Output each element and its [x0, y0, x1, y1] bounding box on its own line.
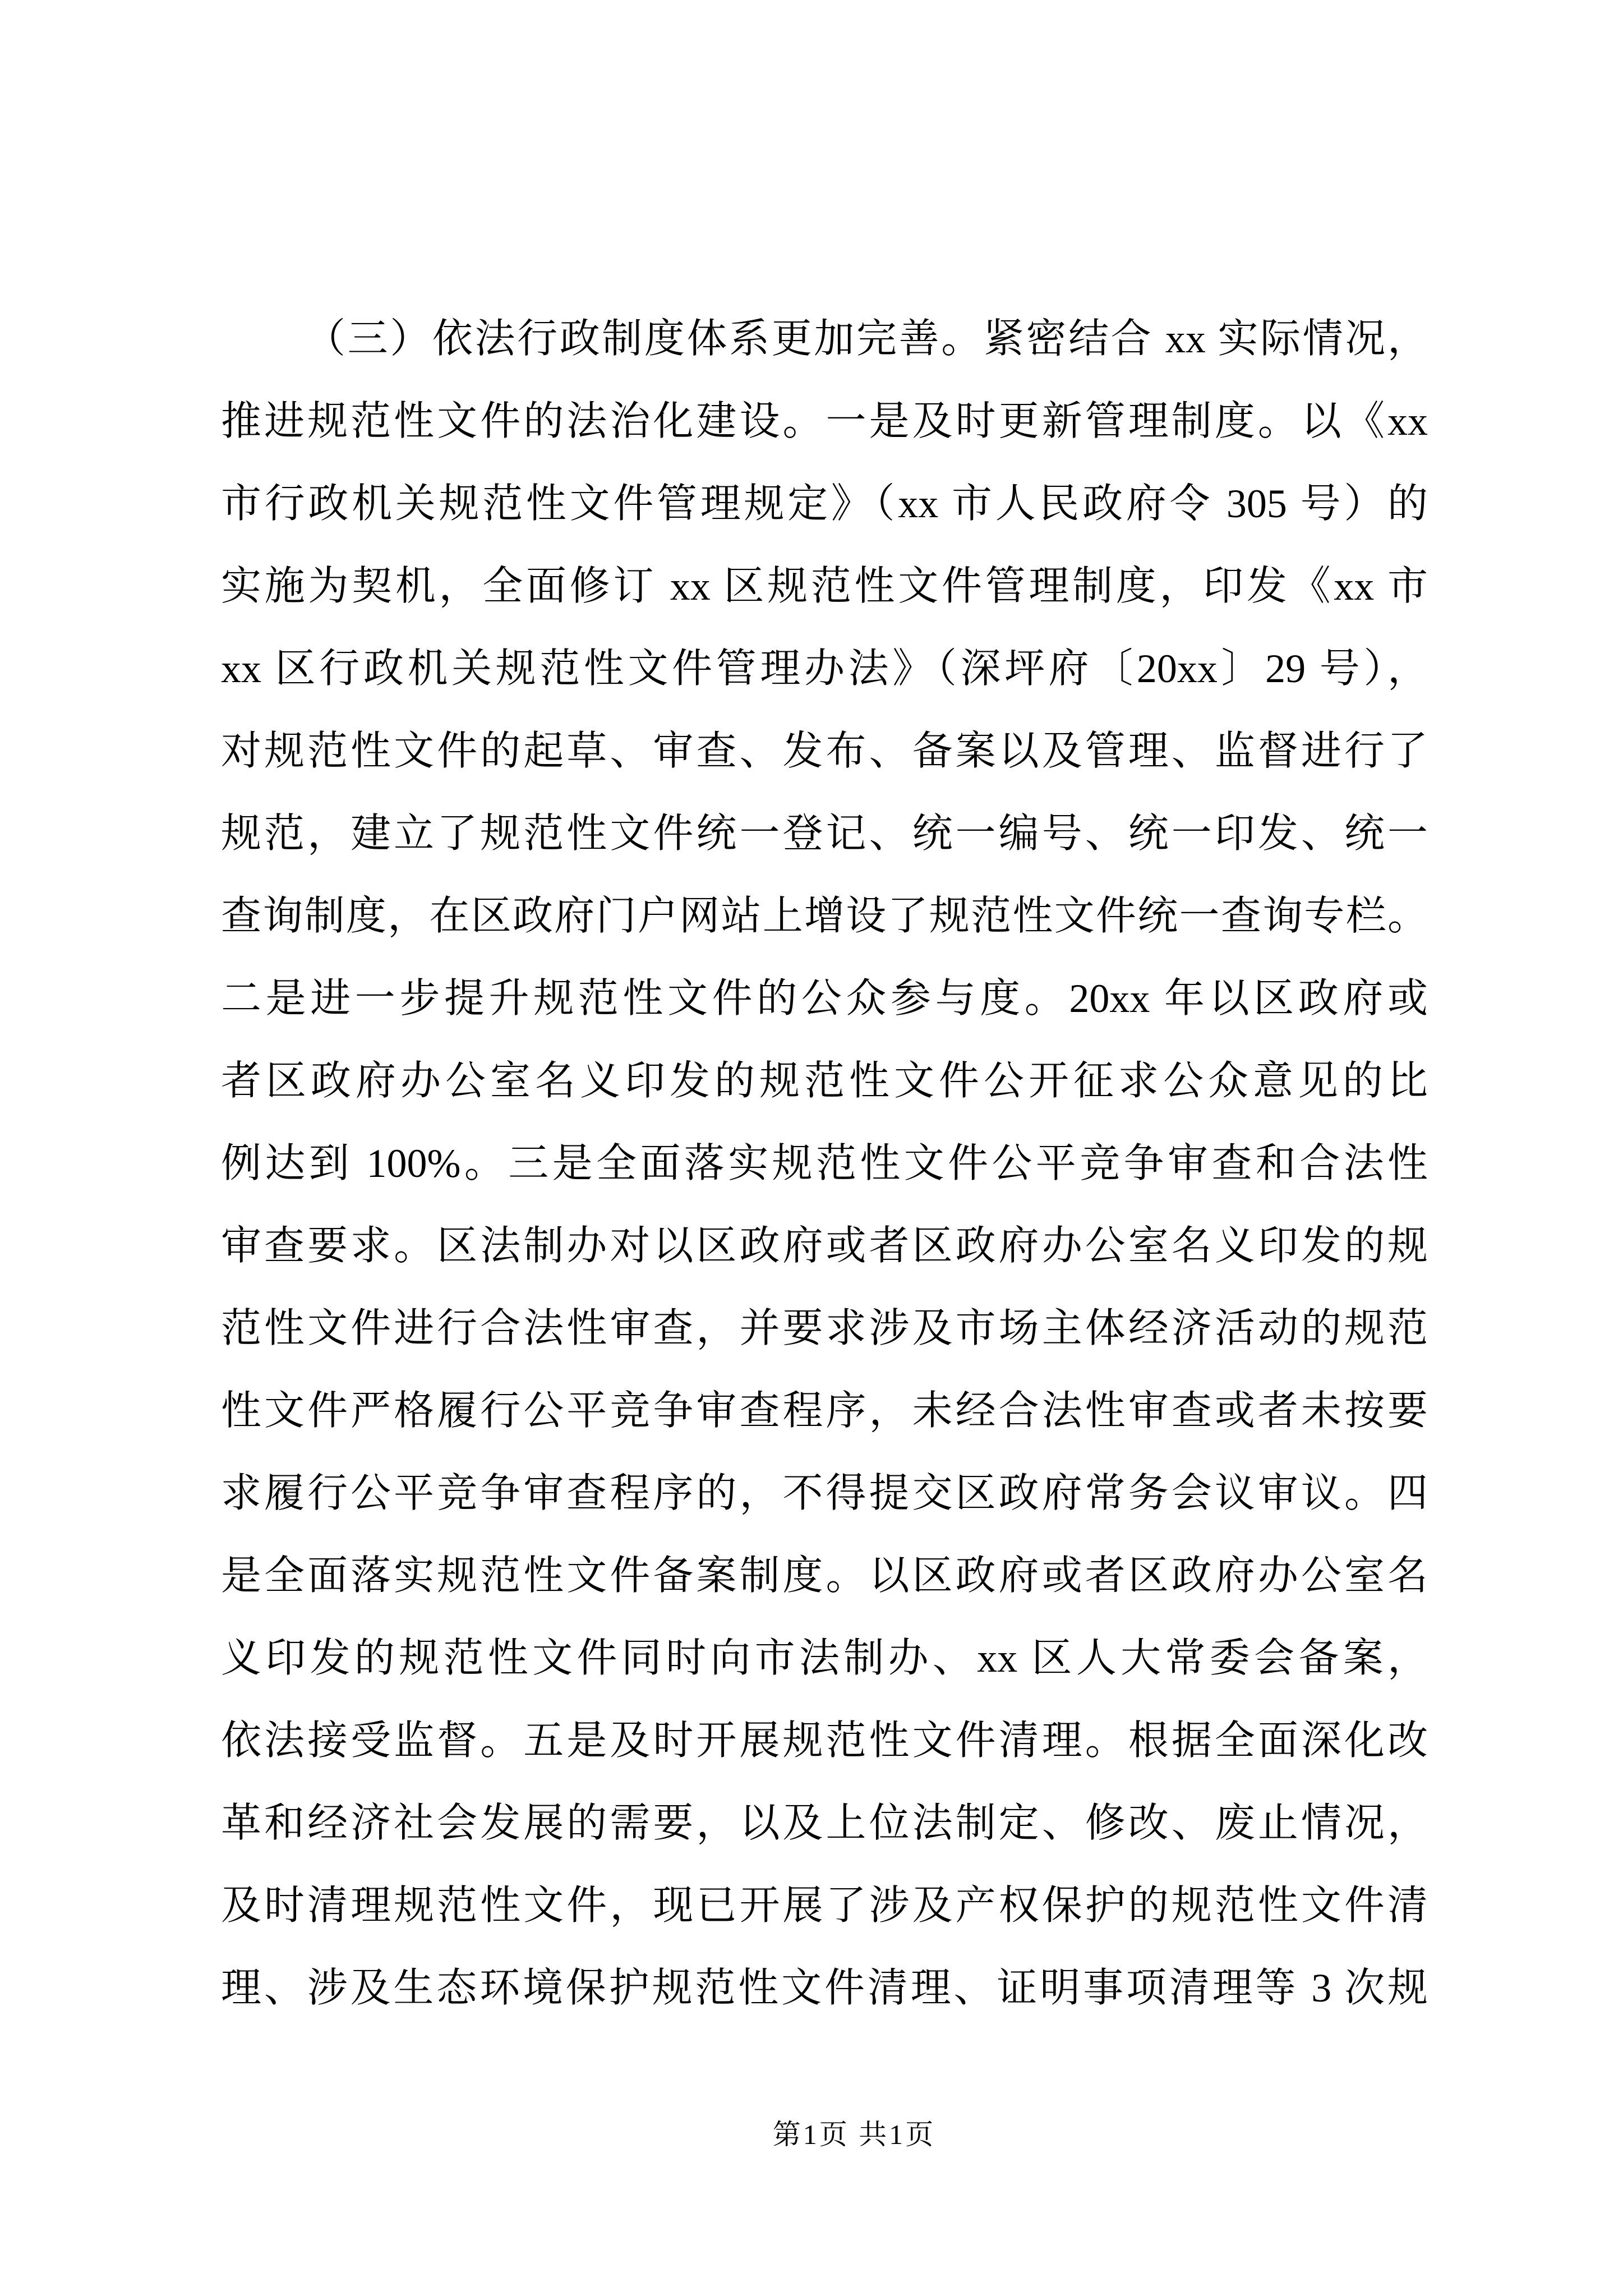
page-footer: [0, 2115, 1623, 2154]
document-paragraph: [221, 298, 1428, 2030]
paragraph-line: 二是进一步提升规范性文件的公众参与度。20xx 年以区政府或: [221, 976, 1428, 1021]
paragraph-line: 规范，建立了规范性文件统一登记、统一编号、统一印发、统一: [221, 811, 1428, 856]
paragraph-line: 查询制度，在区政府门户网站上增设了规范性文件统一查询专栏。: [221, 894, 1428, 938]
paragraph-line: 范性文件进行合法性审查，并要求涉及市场主体经济活动的规范: [221, 1306, 1428, 1351]
paragraph-line: 依法接受监督。五是及时开展规范性文件清理。根据全面深化改: [221, 1718, 1428, 1763]
paragraph-line: 理、涉及生态环境保护规范性文件清理、证明事项清理等 3 次规: [221, 1966, 1428, 2010]
paragraph-line: xx 区行政机关规范性文件管理办法》（深坪府〔20xx〕29 号），: [221, 646, 1428, 691]
paragraph-line: 求履行公平竞争审查程序的，不得提交区政府常务会议审议。四: [221, 1471, 1428, 1516]
paragraph-line: 革和经济社会发展的需要，以及上位法制定、修改、废止情况，: [221, 1801, 1428, 1846]
paragraph-line: 性文件严格履行公平竞争审查程序，未经合法性审查或者未按要: [221, 1388, 1428, 1433]
page-number-text: 第1页 共1页: [772, 2119, 936, 2150]
paragraph-line: 及时清理规范性文件，现已开展了涉及产权保护的规范性文件清: [221, 1883, 1428, 1928]
paragraph-line: 实施为契机，全面修订 xx 区规范性文件管理制度，印发《xx 市: [221, 564, 1428, 609]
paragraph-line: 义印发的规范性文件同时向市法制办、xx 区人大常委会备案，: [221, 1636, 1428, 1681]
paragraph-line: 市行政机关规范性文件管理规定》（xx 市人民政府令 305 号）的: [221, 481, 1428, 526]
paragraph-line: 者区政府办公室名义印发的规范性文件公开征求公众意见的比: [221, 1059, 1428, 1103]
paragraph-line: 是全面落实规范性文件备案制度。以区政府或者区政府办公室名: [221, 1553, 1428, 1598]
paragraph-line: 例达到 100%。三是全面落实规范性文件公平竞争审查和合法性: [221, 1141, 1428, 1186]
paragraph-line: 审查要求。区法制办对以区政府或者区政府办公室名义印发的规: [221, 1223, 1428, 1268]
paragraph-line: 推进规范性文件的法治化建设。一是及时更新管理制度。以《xx: [221, 399, 1428, 444]
paragraph-line: 对规范性文件的起草、审查、发布、备案以及管理、监督进行了: [221, 729, 1428, 774]
paragraph-line: （三）依法行政制度体系更加完善。紧密结合 xx 实际情况，: [305, 316, 1428, 361]
